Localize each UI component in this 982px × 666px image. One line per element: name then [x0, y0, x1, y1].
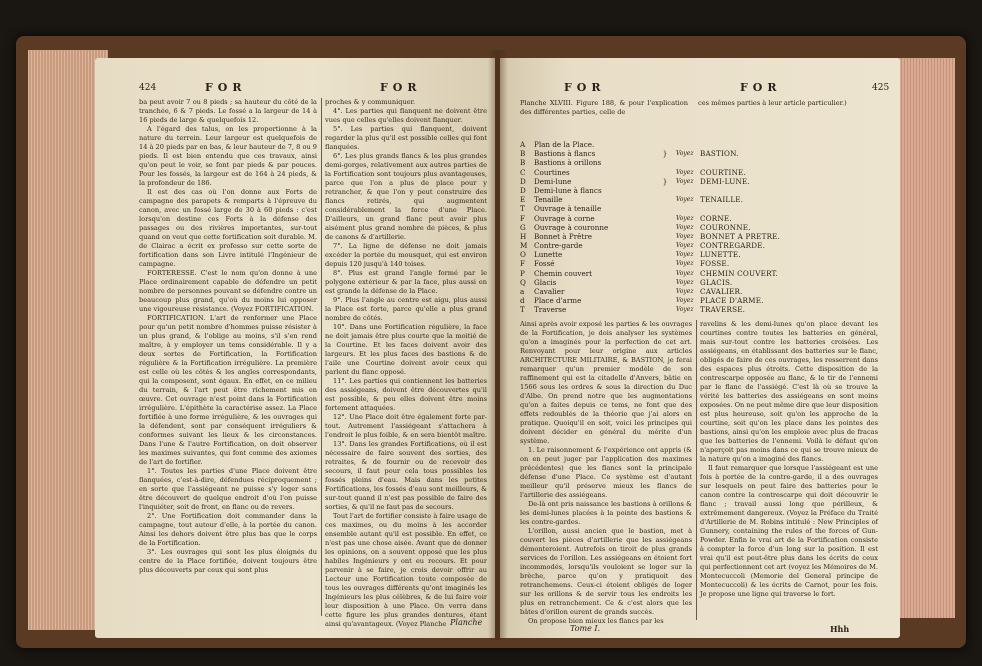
left-page [95, 58, 495, 638]
right-page-column-2 [700, 320, 878, 620]
legend-row [520, 149, 890, 158]
legend-row [520, 195, 890, 204]
page-edges-right [895, 58, 955, 618]
paragraph: 6°. Les plus grands flancs & les plus grandes demi-gorges, relativement aux autres parties de la Fortification sont toujours plus avantageuses, parce que l'on a plus de place pour y retrancher, & que l'on y peut construire des flancs retirés, qui augmentent considérablement la force d'une Place. D'ailleurs, un grand flanc peut avoir plus aisément plus grand nombre de pièces, & plus de canons & d'artillerie. [325, 152, 487, 241]
legend-label: Bastions à flancs [534, 149, 596, 159]
legend-key: Q [520, 277, 526, 287]
legend-brace [654, 204, 676, 213]
legend-brace [654, 168, 676, 177]
paragraph: ravelins & les demi-lunes qu'on place devant les courtines contre toutes les batteries en général, mais sur-tout contre les batteries croisées. Les assiégeans, en établissant des batteries sur le flanc, obligés de faire de ces ouvrages, les resserrent dans des espaces plus étroits. Cette disposition de la contrescarpe opposée au flanc, & le tir de l'ennemi par le flanc de l'assiégé. C'est là où se trouve la vérité les batteries des assiégeans en sont moins exposées. On ne peut même dire que leur disposition est plus heureuse, soit qu'on les approche de la courtine, soit qu'on les place dans les pointes des bastions, ainsi qu'on les emploie avec plus de fracas que les batteries de l'ennemi. Voilà le défaut qu'on n'aperçoit pas moins dans ce qui se trouve mieux de la nature qu'on a imaginé des flancs. [700, 320, 878, 463]
legend-voyez [676, 204, 700, 213]
legend-brace: } [662, 176, 668, 186]
legend-voyez: Voyez [676, 288, 694, 295]
page-number-right: 425 [872, 83, 890, 93]
legend-key: A [520, 140, 526, 149]
legend-brace [654, 278, 676, 287]
legend-row [520, 186, 890, 195]
legend-label: Demi-lune [534, 176, 572, 186]
legend-label: Demi-lune à flancs [534, 185, 602, 195]
paragraph: 9°. Plus l'angle au centre est aigu, plus aussi la Place est forte, parce qu'elle a plus grand nombre de côtés. [325, 296, 487, 322]
paragraph: 11°. Les parties qui contiennent les batteries des assiégeans, doivent être découvertes qu'il est possible, & peu elles doivent être moins fortement attaquées. [325, 377, 487, 412]
paragraph: 10°. Dans une Fortification régulière, la face ne doit jamais être plus courte que la moitié de la Courtine. Et les faces doivent avoir des largeurs. Et les plus faces des bastions & de l'aile une Courtine doivent avoir ceux qui parlent du flanc opposé. [325, 323, 487, 376]
legend-label: Glacis [534, 277, 557, 287]
legend-row [520, 287, 890, 296]
legend-label: Ouvrage à tenaille [534, 204, 602, 214]
legend-voyez: Voyez [676, 306, 694, 314]
legend-voyez: Voyez [676, 297, 694, 305]
legend-row [520, 296, 890, 305]
legend-label: Ouvrage à couronne [534, 222, 609, 232]
legend-label: Fossé [534, 259, 555, 269]
legend-voyez: Voyez [676, 150, 694, 158]
legend-brace [654, 296, 676, 305]
legend-reference: LUNETTE. [700, 250, 741, 260]
legend-brace [654, 259, 676, 268]
legend-voyez: Voyez [676, 223, 694, 231]
legend-label: Ouvrage à corne [534, 213, 595, 223]
legend-key: F [520, 259, 525, 269]
legend-key: M [520, 241, 528, 251]
legend-label: Bastions à orillons [534, 158, 602, 168]
legend-voyez [676, 158, 700, 167]
right-page-column-1 [520, 320, 692, 625]
running-head-left-1: FOR [205, 81, 247, 94]
legend-label: Contre-garde [534, 241, 583, 251]
paragraph: proches & y communiquer. [325, 98, 416, 106]
legend-voyez: Voyez [676, 214, 694, 222]
legend-reference: DEMI-LUNE. [700, 176, 750, 186]
paragraph: 12°. Une Place doit être également forte par-tout. Autrement l'assiégeant s'attachera à l'endroit le plus foible, & en sera bientôt maître. [325, 413, 487, 439]
legend-key: a [520, 287, 525, 296]
paragraph: Il faut remarquer que lorsque l'assiégeant est une fois à portée de la contre-garde, il a des ouvrages sur lesquels on peut faire des batteries pour le canon contre la contrescarpe qui doit découvrir le flanc ; travail aussi long que périlleux, & extrêmement dangereux. (Voyez la Préface du Traité d'Artillerie de M. Robins intitulé : New Principles of Gunnery, containing the rules of the forces of Gun-Powder. Enfin le vrai art de la Fortification consiste à compter la force d'un long sur la position. Il est vrai qu'il est peut-être plus dans les écrits de ceux qui perfectionnent cet art (voyez les Mémoires de M. Montecuccoli (Memorie del General principe de Montecuccoli) & les écrits de Carnot, pour les fois. Je propose une ligne qui traverse le fort. [700, 464, 878, 598]
legend-key: d [520, 296, 525, 306]
legend-brace [654, 214, 676, 223]
legend-row [520, 269, 890, 278]
paragraph: Ainsi après avoir exposé les parties & les ouvrages de la Fortification, je dois analyser les systèmes qu'on a imaginés pour la perfection de cet art. Renvoyant pour leur origine aux articles ARCHITECTURE MILITAIRE, & BASTION, je ferai remarquer qu'un premier modèle de son raffinement qui est la citadelle d'Anvers, bâtie en 1566 sous les ordres & sous la direction du Duc d'Albe. On prend notre que les augmentations qu'on a faites depuis ce tems, ne font que des effets redoublés de la théorie que j'ai alors en pratique. Quoiqu'il en soit, voici les principes qui doivent décider en général du mérite d'un système. [520, 320, 692, 445]
legend-voyez: Voyez [676, 177, 694, 185]
legend-reference: COURTINE. [700, 167, 746, 177]
legend-reference: CHEMIN COUVERT. [700, 268, 778, 278]
paragraph: 1°. Toutes les parties d'une Place doivent être flanquées, c'est-à-dire, défendues réciproquement ; en sorte que l'assiégeant ne puisse s'y loger sans être découvert de quelque endroit d'où l'on puisse l'inquiéter, soit de front, en flanc ou de revers. [139, 467, 317, 511]
legend-label: Lunette [534, 250, 563, 260]
legend-row [520, 305, 890, 314]
paragraph: 7°. La ligne de défense ne doit jamais excéder la portée du mousquet, qui est environ depuis 120 jusqu'à 140 toises. [325, 242, 487, 268]
legend-key: O [520, 250, 526, 260]
legend-voyez [676, 186, 700, 195]
legend-row [520, 278, 890, 287]
book-gutter [488, 50, 508, 640]
legend-row [520, 223, 890, 232]
paragraph: A l'égard des talus, on les proportionne à la nature du terrein. Leur largeur est quelquefois de 14 à 20 pieds par en bas, & leur hauteur de 7, 8 ou 9 pieds. Il est bien entendu que ces travaux, ainsi qu'on peut le voir, se font par pieds & par pouces. Pour les fossés, la largeur est de 164 à 24 pieds, & la profondeur de 186. [139, 125, 317, 187]
legend-label: Chemin couvert [534, 268, 593, 278]
left-page-column-1 [139, 98, 317, 618]
paragraph: 8°. Plus est grand l'angle formé par le polygone extérieur & par la face, plus aussi en est grande la défense de la Place. [325, 269, 487, 295]
legend-row [520, 250, 890, 259]
legend-brace [654, 250, 676, 259]
legend-voyez: Voyez [676, 260, 694, 268]
legend-key: B [520, 149, 526, 159]
legend-brace [654, 223, 676, 232]
legend-key: C [520, 167, 526, 177]
legend-voyez: Voyez [676, 196, 694, 204]
figure-legend [520, 140, 890, 315]
legend-brace [654, 158, 676, 167]
signature-mark: Hhh [830, 624, 850, 634]
paragraph: 4°. Les parties qui flanquent ne doivent être vues que celles qu'elles doivent flanquer. [325, 107, 487, 124]
legend-reference: CORNE. [700, 213, 732, 223]
legend-row [520, 241, 890, 250]
paragraph: FORTIFICATION. L'art de renfermer une Place pour qu'un petit nombre d'hommes puisse résister à un plus grand, & l'oblige au moins, s'il s'en rend maître, à y employer un tems considérable. Il y a deux sortes de Fortification, la Fortification régulière & la Fortification irrégulière. La première est celle où les côtés & les angles correspondants, qui la composent, sont égaux. En effet, en ce milieu du terrain, & l'art peut être richement mis en œuvre. Cet ouvrage n'est point dans la Fortification irrégulière. L'épithète la caractérise assez. La Place fortifiée à une forme irrégulière, & les ouvrages qui la défendent, sont par conséquent irréguliers & conformes suivant les lieux & les circonstances. Dans l'une & l'autre Fortification, on doit observer les maximes suivantes, qui font comme des axiomes de l'art de fortifier. [139, 314, 317, 466]
legend-row [520, 168, 890, 177]
legend-reference: TENAILLE. [700, 195, 744, 205]
legend-row [520, 204, 890, 213]
legend-brace [654, 140, 676, 149]
legend-key: G [520, 222, 526, 232]
running-head-right-1: FOR [564, 81, 606, 94]
paragraph: 2°. Une Fortification doit commander dans la campagne, tout autour d'elle, à la portée du canon. Ainsi les dehors doivent être plus bas que le corps de la Fortification. [139, 512, 317, 547]
legend-voyez: Voyez [676, 168, 694, 176]
legend-brace [654, 232, 676, 241]
paragraph: 1. Le raisonnement & l'expérience ont appris (& on en peut juger par l'application des maximes précédentes) que les flancs sont la principale défense d'une Place. Ce système est d'autant meilleur qu'il préserve mieux les flancs de l'artillerie des assiégeans. [520, 446, 692, 499]
legend-voyez [676, 140, 700, 149]
legend-row [520, 214, 890, 223]
paragraph: Tout l'art de fortifier consiste à faire usage de ces maximes, ou du moins à les accorder ensemble autant qu'il est possible. En effet, ce n'est pas une chose aisée. Avant que de donner les opinions, on a souvent opposé que les plus habiles Ingénieurs y ont eu recours. Et pour parvenir à se faire, je crois devoir offrir au Lecteur une Fortification toute composée de tous les ouvrages différents qu'ont imaginés les Ingénieurs les plus célèbres, & de lui faire voir leur disposition à une Place. On verra dans cette figure les plus grandes dentures, étant ainsi qu'avantageux. (Voyez Planche [325, 512, 487, 628]
legend-key: D [520, 176, 526, 186]
legend-row [520, 259, 890, 268]
legend-reference: COURONNE. [700, 222, 751, 232]
right-intro-right: ces mêmes parties à leur article particulier.) [698, 99, 847, 107]
legend-voyez: Voyez [676, 251, 694, 259]
legend-label: Tenaille [534, 195, 563, 205]
legend-voyez: Voyez [676, 269, 694, 277]
legend-brace [654, 186, 676, 195]
paragraph: On propose bien mieux les flancs par les [528, 617, 664, 625]
legend-voyez: Voyez [676, 278, 694, 286]
legend-voyez: Voyez [676, 242, 694, 250]
paragraph: Il est des cas où l'on donne aux Forts de campagne des parapets & remparts à l'épreuve du canon, avec un fossé large de 30 à 60 pieds : c'est lorsqu'on destine ces Forts à la défense des passages ou des rivières importantes, sur-tout quand on veut que cette fortification soit durable. M. de Clairac a écrit ex professo sur cette sorte de fortification dans son Livre intitulé l'Ingénieur de campagne. [139, 188, 317, 268]
legend-label: Courtines [534, 167, 570, 177]
legend-label: Bonnet à Prêtre [534, 231, 592, 241]
legend-reference: TRAVERSE. [700, 305, 746, 315]
paragraph: De-là ont pris naissance les bastions à orillons & les demi-lunes placées à la pointe des bastions & les contre-gardes. [520, 500, 692, 526]
legend-brace [654, 305, 676, 314]
paragraph: 5°. Les parties qui flanquent, doivent regarder la plus qu'il est possible celles qui font flanquées. [325, 125, 487, 151]
legend-brace [654, 287, 676, 296]
paragraph: FORTERESSE. C'est le nom qu'on donne à une Place ordinairement capable de défendre un petit nombre de personnes pouvant se défendre contre un beaucoup plus grand, qu'où du moins lui opposer une vigoureuse résistance. (Voyez FORTIFICATION. [139, 269, 317, 313]
legend-key: H [520, 231, 527, 241]
signature-volume: Tome I. [570, 624, 601, 633]
legend-reference: CONTREGARDE. [700, 241, 766, 251]
legend-reference: PLACE D'ARME. [700, 296, 764, 306]
right-page [500, 58, 900, 638]
catchword-left: Planche [450, 618, 483, 627]
legend-label: Traverse [534, 305, 567, 315]
legend-brace: } [662, 149, 668, 159]
legend-reference: GLACIS. [700, 277, 733, 287]
legend-key: B [520, 158, 526, 168]
paragraph: 13°. Dans les grandes Fortifications, où il est nécessaire de faire souvent des sorties, des retraites, & de fournir ou de recevoir des secours, il faut pour cela tous possibles les fossés pleins d'eau. Mais dans les petites Fortifications, les fossés d'eau sont meilleurs, & sur-tout quand il n'est pas possible de faire des sorties, & qu'il ne faut pas de secours. [325, 440, 487, 511]
legend-key: T [520, 204, 525, 214]
legend-row [520, 158, 890, 167]
paragraph: ba peut avoir 7 ou 8 pieds ; sa hauteur du côté de la tranchée, 6 & 7 pieds. Le fossé a la largeur de 14 à 16 pieds de large & quelquefois 12. [139, 98, 317, 124]
legend-reference: BASTION. [700, 149, 739, 159]
column-rule-left [321, 98, 322, 616]
legend-reference: CAVALIER. [700, 287, 743, 296]
legend-key: P [520, 268, 525, 278]
legend-row [520, 140, 890, 149]
paragraph: L'orillon, aussi ancien que le bastion, met à couvert les pièces d'artillerie que les assiégeans démonteroient. Autrefois on tiroit de plus grands services de l'orillon. Les assiégeans en étoient fort incommodés, lorsqu'ils vouloient se loger sur la brèche, parce qu'on y pratiquoit des retranchemens. Ceux-ci étoient obligés de loger sur les orillons & de servir tous les endroits les plus en retranchement. Ce & c'est alors que les bâtes d'orillon eurent de grands succès. [520, 527, 692, 616]
legend-voyez: Voyez [676, 232, 694, 240]
legend-row [520, 177, 890, 186]
left-page-column-2 [325, 98, 487, 628]
running-head-left-2: FOR [380, 81, 422, 94]
legend-key: E [520, 195, 526, 205]
column-rule-right [696, 320, 697, 620]
legend-label: Plan de la Place. [534, 140, 595, 149]
page-number-left: 424 [139, 83, 157, 93]
legend-brace [654, 195, 676, 204]
legend-reference: BONNET A PRETRE. [700, 231, 781, 241]
legend-key: F [520, 213, 525, 223]
legend-row [520, 232, 890, 241]
legend-key: D [520, 185, 526, 195]
legend-label: Cavalier [534, 287, 565, 296]
running-head-right-2: FOR [740, 81, 782, 94]
legend-reference: FOSSE. [700, 259, 730, 269]
legend-label: Place d'arme [534, 296, 582, 306]
paragraph: 3°. Les ouvrages qui sont les plus éloignés du centre de la Place fortifiée, doivent toujours être plus découverts par ceux qui sont plus [139, 548, 317, 574]
legend-key: T [520, 305, 525, 315]
right-intro-left: Planche XLVIII. Figure 188, & pour l'explication des différentes parties, celle de [520, 99, 688, 116]
legend-brace [654, 241, 676, 250]
legend-brace [654, 269, 676, 278]
